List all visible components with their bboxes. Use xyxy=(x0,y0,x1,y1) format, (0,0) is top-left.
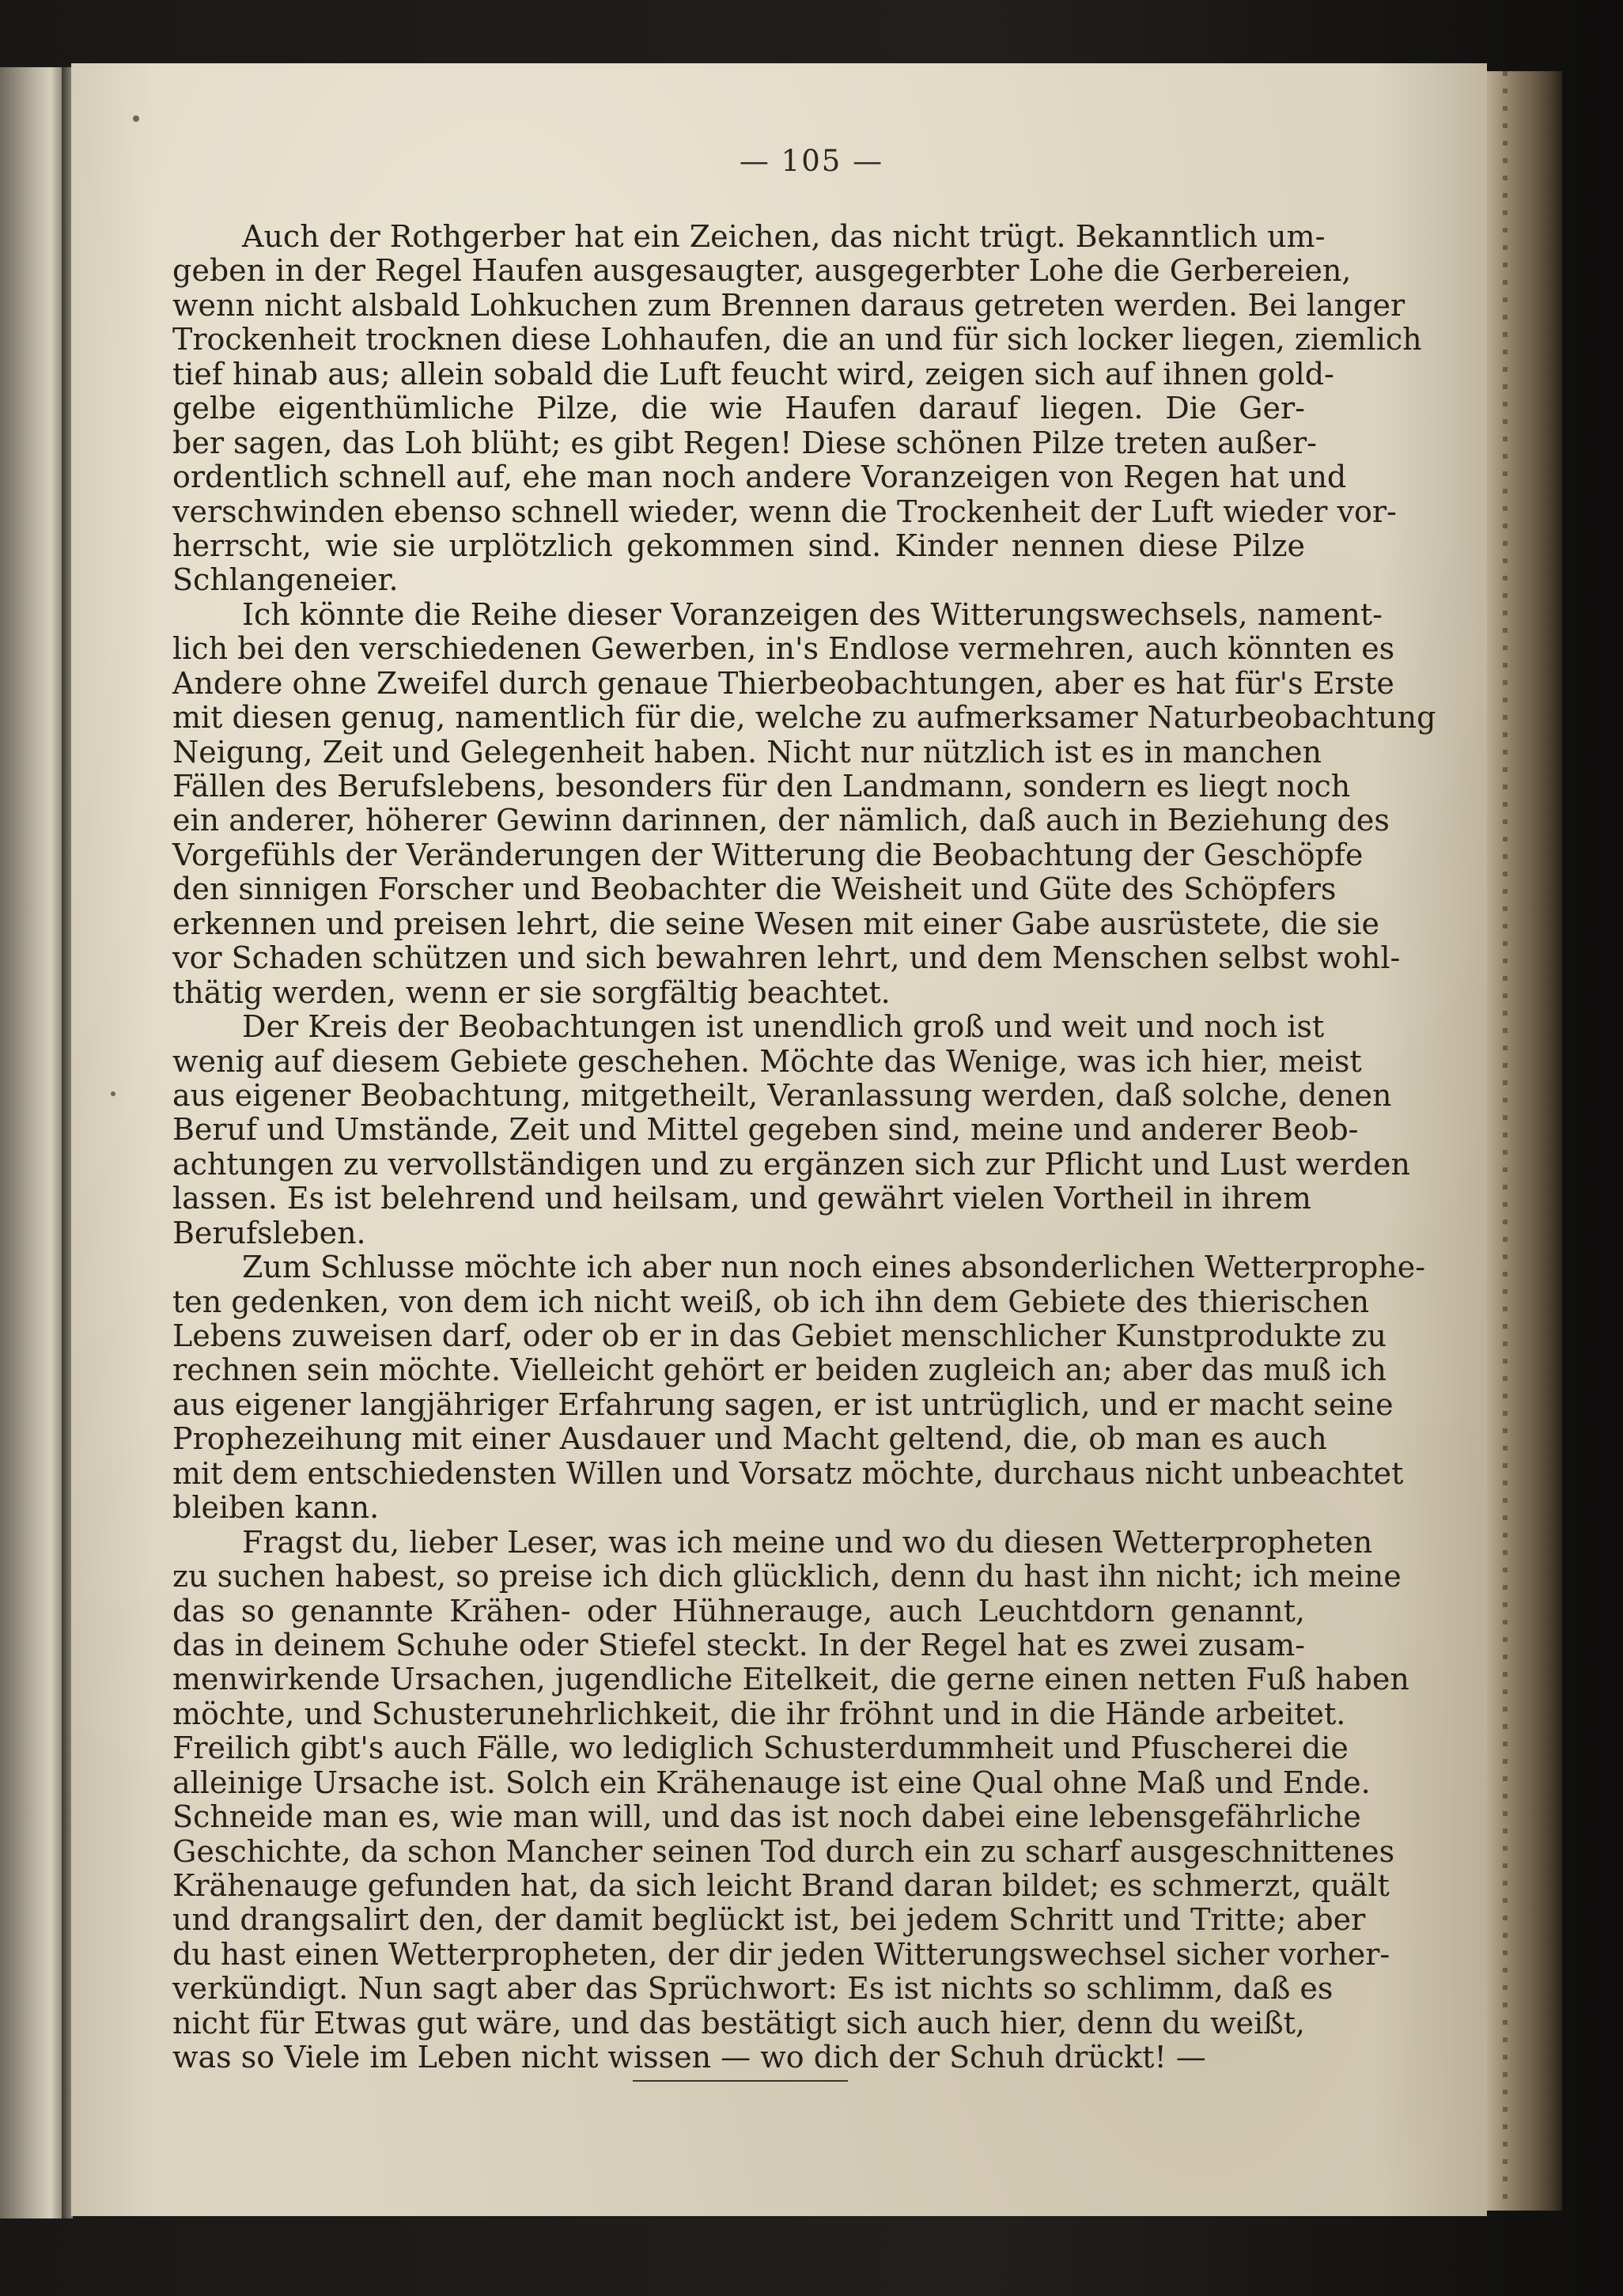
paper-speck xyxy=(111,1091,115,1096)
text-line: lassen. Es ist belehrend und heilsam, und gewährt vielen Vortheil in ihrem xyxy=(172,1181,1311,1216)
text-line: Schneide man es, wie man will, und das ist noch dabei eine lebensgefährliche xyxy=(172,1799,1361,1835)
text-line: achtungen zu vervollständigen und zu ergänzen sich zur Pflicht und Lust werden xyxy=(172,1146,1410,1182)
text-line: ten gedenken, von dem ich nicht weiß, ob ich ihn dem Gebiete des thierischen xyxy=(172,1284,1370,1319)
text-line: vor Schaden schützen und sich bewahren lehrt, und dem Menschen selbst wohl- xyxy=(172,940,1401,976)
page-stack-edge xyxy=(1487,71,1562,2211)
text-line: Berufsleben. xyxy=(172,1215,366,1250)
text-line: Trockenheit trocknen diese Lohhaufen, die an und für sich locker liegen, ziemlich xyxy=(172,322,1422,357)
text-line: Fällen des Berufslebens, besonders für den Landmann, sondern es liegt noch xyxy=(172,769,1351,804)
text-line: nicht für Etwas gut wäre, und das bestätigt sich auch hier, denn du weißt, xyxy=(172,2005,1306,2041)
text-line: aus eigener langjähriger Erfahrung sagen, er ist untrüglich, und er macht seine xyxy=(172,1386,1394,1422)
text-line: Andere ohne Zweifel durch genaue Thierbeobachtungen, aber es hat für's Erste xyxy=(172,665,1394,701)
text-line: mit diesen genug, namentlich für die, welche zu aufmerksamer Naturbeobachtung xyxy=(172,700,1436,736)
text-line: erkennen und preisen lehrt, die seine Wesen mit einer Gabe ausrüstete, die sie xyxy=(172,906,1380,941)
text-line: Geschichte, da schon Mancher seinen Tod durch ein zu scharf ausgeschnittenes xyxy=(172,1833,1395,1869)
text-line: Schlangeneier. xyxy=(172,562,399,598)
text-line: Ich könnte die Reihe dieser Voranzeigen des Witterungswechsels, nament- xyxy=(242,596,1383,632)
text-line: menwirkende Ursachen, jugendliche Eitelkeit, die gerne einen netten Fuß haben xyxy=(172,1662,1409,1697)
text-line: herrscht, wie sie urplötzlich gekommen sind. Kinder nennen diese Pilze xyxy=(172,528,1305,563)
text-line: Zum Schlusse möchte ich aber nun noch eines absonderlichen Wetterprophe- xyxy=(242,1250,1426,1285)
text-line: mit dem entschiedensten Willen und Vorsatz möchte, durchaus nicht unbeachtet xyxy=(172,1455,1404,1491)
text-line: Neigung, Zeit und Gelegenheit haben. Nicht nur nützlich ist es in manchen xyxy=(172,734,1322,770)
paragraph xyxy=(172,1009,1410,1250)
end-rule xyxy=(633,2080,848,2082)
text-line: Auch der Rothgerber hat ein Zeichen, das nicht trügt. Bekanntlich um- xyxy=(242,219,1326,254)
page-number: — 105 — xyxy=(739,144,884,178)
text-line: das in deinem Schuhe oder Stiefel steckt. In der Regel hat es zwei zusam- xyxy=(172,1627,1305,1662)
text-line: ein anderer, höherer Gewinn darinnen, der nämlich, daß auch in Beziehung des xyxy=(172,803,1390,838)
text-line: gelbe eigenthümliche Pilze, die wie Haufen darauf liegen. Die Ger- xyxy=(172,391,1305,426)
paragraph xyxy=(172,596,1436,1010)
text-line: Vorgefühls der Veränderungen der Witterung die Beobachtung der Geschöpfe xyxy=(172,837,1364,872)
text-line: Prophezeihung mit einer Ausdauer und Macht geltend, die, ob man es auch xyxy=(172,1421,1327,1457)
text-line: bleiben kann. xyxy=(172,1490,380,1526)
text-line: Lebens zuweisen darf, oder ob er in das Gebiet menschlicher Kunstprodukte zu xyxy=(172,1318,1387,1353)
paragraph xyxy=(172,219,1422,598)
paragraph xyxy=(172,1524,1409,2075)
text-line: zu suchen habest, so preise ich dich glücklich, denn du hast ihn nicht; ich meine xyxy=(172,1559,1402,1594)
text-line: was so Viele im Leben nicht wissen — wo dich der Schuh drückt! — xyxy=(172,2040,1206,2075)
text-line: Fragst du, lieber Leser, was ich meine und wo du diesen Wetterpropheten xyxy=(242,1524,1373,1560)
text-line: den sinnigen Forscher und Beobachter die Weisheit und Güte des Schöpfers xyxy=(172,872,1337,907)
text-line: ordentlich schnell auf, ehe man noch andere Voranzeigen von Regen hat und xyxy=(172,460,1347,495)
text-line: aus eigener Beobachtung, mitgetheilt, Veranlassung werden, daß solche, denen xyxy=(172,1077,1392,1113)
text-line: wenn nicht alsbald Lohkuchen zum Brennen daraus getreten werden. Bei langer xyxy=(172,287,1405,323)
text-line: lich bei den verschiedenen Gewerben, in's Endlose vermehren, auch könnten es xyxy=(172,631,1395,667)
text-line: das so genannte Krähen- oder Hühnerauge, auch Leuchtdorn genannt, xyxy=(172,1593,1305,1628)
paper-speck xyxy=(133,115,139,122)
left-page-edge xyxy=(0,67,63,2218)
text-line: Der Kreis der Beobachtungen ist unendlich groß und weit und noch ist xyxy=(242,1009,1325,1045)
text-line: Beruf und Umstände, Zeit und Mittel gegeben sind, meine und anderer Beob- xyxy=(172,1112,1359,1148)
text-line: du hast einen Wetterpropheten, der dir jeden Witterungswechsel sicher vorher- xyxy=(172,1936,1390,1972)
text-line: rechnen sein möchte. Vielleicht gehört er beiden zugleich an; aber das muß ich xyxy=(172,1352,1387,1388)
text-line: und drangsalirt den, der damit beglückt ist, bei jedem Schritt und Tritte; aber xyxy=(172,1902,1366,1938)
text-line: verschwinden ebenso schnell wieder, wenn die Trockenheit der Luft wieder vor- xyxy=(172,494,1397,529)
text-line: alleinige Ursache ist. Solch ein Krähenauge ist eine Qual ohne Maß und Ende. xyxy=(172,1765,1371,1800)
text-line: thätig werden, wenn er sie sorgfältig beachtet. xyxy=(172,974,891,1010)
text-line: tief hinab aus; allein sobald die Luft feucht wird, zeigen sich auf ihnen gold- xyxy=(172,356,1334,391)
text-line: ber sagen, das Loh blüht; es gibt Regen! Diese schönen Pilze treten außer- xyxy=(172,425,1317,460)
text-line: verkündigt. Nun sagt aber das Sprüchwort: Es ist nichts so schlimm, daß es xyxy=(172,1971,1334,2007)
text-line: wenig auf diesem Gebiete geschehen. Möchte das Wenige, was ich hier, meist xyxy=(172,1043,1362,1079)
text-line: möchte, und Schusterunehrlichkeit, die ihr fröhnt und in die Hände arbeitet. xyxy=(172,1696,1346,1731)
text-line: geben in der Regel Haufen ausgesaugter, ausgegerbter Lohe die Gerbereien, xyxy=(172,253,1352,289)
body-text xyxy=(172,219,1436,2075)
text-line: Krähenauge gefunden hat, da sich leicht Brand daran bildet; es schmerzt, quält xyxy=(172,1868,1390,1903)
paragraph xyxy=(172,1250,1426,1526)
text-line: Freilich gibt's auch Fälle, wo lediglich Schusterdummheit und Pfuscherei die xyxy=(172,1731,1349,1766)
